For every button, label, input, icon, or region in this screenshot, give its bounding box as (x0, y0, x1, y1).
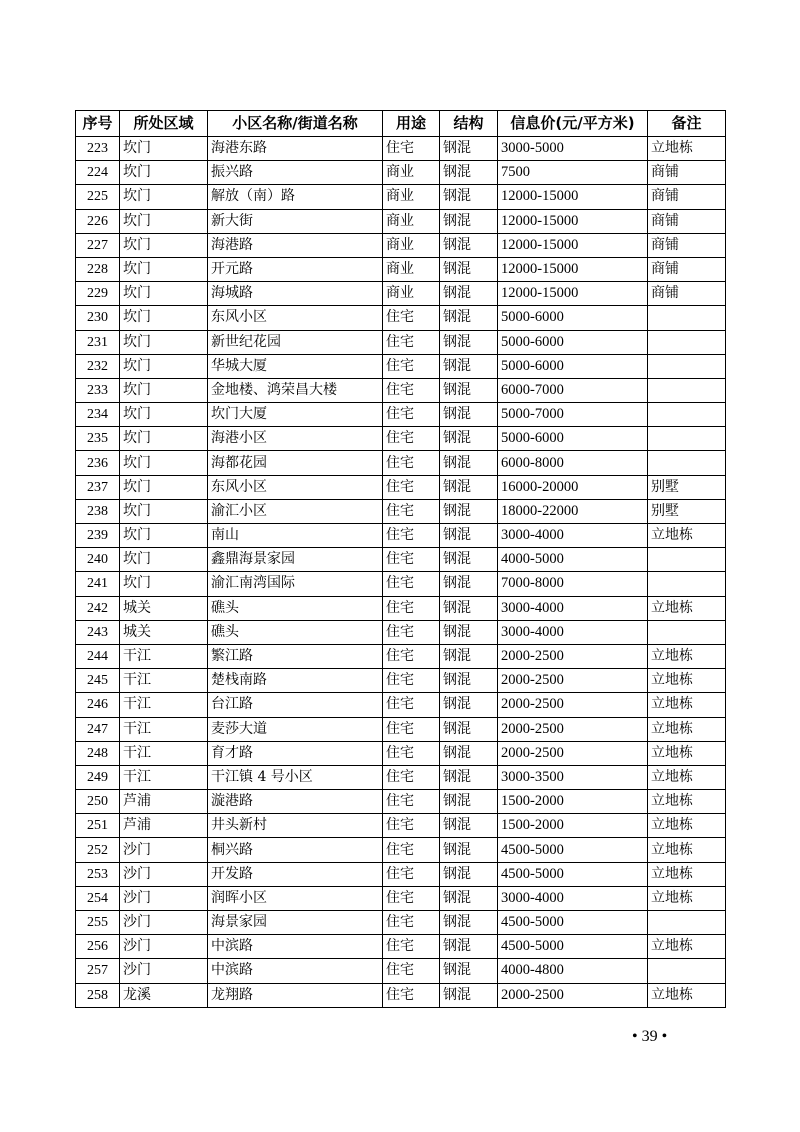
cell-use: 住宅 (383, 959, 440, 983)
table-row (76, 717, 726, 741)
table-row (76, 524, 726, 548)
cell-name: 华城大厦 (208, 354, 383, 378)
cell-price: 4500-5000 (498, 935, 648, 959)
cell-use: 商业 (383, 233, 440, 257)
cell-no: 227 (76, 233, 120, 257)
cell-structure: 钢混 (440, 524, 498, 548)
cell-price: 3000-3500 (498, 765, 648, 789)
cell-area: 沙门 (120, 959, 208, 983)
cell-structure: 钢混 (440, 572, 498, 596)
cell-note: 立地栋 (648, 596, 726, 620)
cell-price: 1500-2000 (498, 814, 648, 838)
cell-price: 6000-8000 (498, 451, 648, 475)
cell-note (648, 330, 726, 354)
cell-structure: 钢混 (440, 330, 498, 354)
cell-price: 12000-15000 (498, 185, 648, 209)
table-row (76, 475, 726, 499)
cell-structure: 钢混 (440, 838, 498, 862)
cell-name: 开发路 (208, 862, 383, 886)
cell-area: 城关 (120, 596, 208, 620)
cell-name: 东风小区 (208, 475, 383, 499)
cell-structure: 钢混 (440, 161, 498, 185)
cell-no: 250 (76, 790, 120, 814)
cell-structure: 钢混 (440, 620, 498, 644)
cell-note: 立地栋 (648, 790, 726, 814)
cell-structure: 钢混 (440, 282, 498, 306)
cell-no: 249 (76, 765, 120, 789)
cell-area: 坎门 (120, 137, 208, 161)
cell-area: 城关 (120, 620, 208, 644)
table-row (76, 814, 726, 838)
cell-price: 2000-2500 (498, 983, 648, 1007)
cell-use: 商业 (383, 185, 440, 209)
cell-use: 商业 (383, 209, 440, 233)
table-row (76, 838, 726, 862)
cell-use: 住宅 (383, 354, 440, 378)
cell-name: 龙翔路 (208, 983, 383, 1007)
cell-note (648, 354, 726, 378)
cell-no: 234 (76, 403, 120, 427)
cell-name: 繁江路 (208, 644, 383, 668)
cell-area: 芦浦 (120, 814, 208, 838)
table-row (76, 257, 726, 281)
cell-no: 252 (76, 838, 120, 862)
cell-use: 住宅 (383, 451, 440, 475)
cell-no: 226 (76, 209, 120, 233)
cell-note (648, 620, 726, 644)
table-row (76, 644, 726, 668)
table-row (76, 499, 726, 523)
cell-name: 新大街 (208, 209, 383, 233)
cell-no: 229 (76, 282, 120, 306)
table-row (76, 282, 726, 306)
header-price: 信息价(元/平方米) (498, 111, 648, 137)
cell-area: 坎门 (120, 257, 208, 281)
cell-no: 236 (76, 451, 120, 475)
cell-area: 沙门 (120, 911, 208, 935)
cell-no: 255 (76, 911, 120, 935)
cell-no: 242 (76, 596, 120, 620)
cell-use: 住宅 (383, 403, 440, 427)
cell-name: 中滨路 (208, 959, 383, 983)
cell-note: 立地栋 (648, 838, 726, 862)
cell-note: 商铺 (648, 257, 726, 281)
cell-price: 3000-4000 (498, 620, 648, 644)
cell-note (648, 378, 726, 402)
cell-no: 238 (76, 499, 120, 523)
cell-no: 247 (76, 717, 120, 741)
cell-price: 2000-2500 (498, 644, 648, 668)
cell-no: 225 (76, 185, 120, 209)
cell-name: 海城路 (208, 282, 383, 306)
table-row (76, 596, 726, 620)
cell-note: 立地栋 (648, 765, 726, 789)
cell-note: 立地栋 (648, 717, 726, 741)
table-row (76, 911, 726, 935)
cell-note (648, 427, 726, 451)
cell-price: 2000-2500 (498, 693, 648, 717)
cell-structure: 钢混 (440, 644, 498, 668)
cell-name: 坎门大厦 (208, 403, 383, 427)
cell-no: 223 (76, 137, 120, 161)
cell-price: 3000-4000 (498, 524, 648, 548)
cell-use: 住宅 (383, 741, 440, 765)
table-row (76, 959, 726, 983)
cell-name: 金地楼、鸿荣昌大楼 (208, 378, 383, 402)
cell-note: 立地栋 (648, 935, 726, 959)
cell-price: 5000-7000 (498, 403, 648, 427)
cell-use: 住宅 (383, 572, 440, 596)
cell-use: 住宅 (383, 983, 440, 1007)
table-row (76, 161, 726, 185)
cell-area: 干江 (120, 717, 208, 741)
cell-structure: 钢混 (440, 548, 498, 572)
cell-area: 坎门 (120, 524, 208, 548)
cell-structure: 钢混 (440, 499, 498, 523)
cell-use: 住宅 (383, 596, 440, 620)
cell-use: 住宅 (383, 669, 440, 693)
table-row (76, 403, 726, 427)
cell-use: 住宅 (383, 838, 440, 862)
cell-price: 6000-7000 (498, 378, 648, 402)
cell-use: 住宅 (383, 524, 440, 548)
housing-price-table (75, 110, 726, 1008)
cell-name: 振兴路 (208, 161, 383, 185)
table-row (76, 548, 726, 572)
cell-structure: 钢混 (440, 137, 498, 161)
cell-structure: 钢混 (440, 427, 498, 451)
cell-area: 沙门 (120, 838, 208, 862)
cell-area: 沙门 (120, 862, 208, 886)
table-row (76, 209, 726, 233)
cell-price: 2000-2500 (498, 669, 648, 693)
cell-name: 楚栈南路 (208, 669, 383, 693)
cell-area: 坎门 (120, 403, 208, 427)
cell-note: 立地栋 (648, 693, 726, 717)
cell-structure: 钢混 (440, 717, 498, 741)
cell-name: 海港路 (208, 233, 383, 257)
cell-note: 别墅 (648, 475, 726, 499)
cell-price: 3000-4000 (498, 596, 648, 620)
cell-area: 干江 (120, 644, 208, 668)
cell-structure: 钢混 (440, 741, 498, 765)
cell-area: 干江 (120, 741, 208, 765)
cell-price: 5000-6000 (498, 354, 648, 378)
cell-area: 坎门 (120, 427, 208, 451)
cell-area: 坎门 (120, 572, 208, 596)
page-number: • 39 • (632, 1028, 668, 1045)
cell-area: 龙溪 (120, 983, 208, 1007)
cell-structure: 钢混 (440, 911, 498, 935)
table-row (76, 306, 726, 330)
header-area: 所处区域 (120, 111, 208, 137)
cell-price: 12000-15000 (498, 282, 648, 306)
cell-use: 住宅 (383, 862, 440, 886)
cell-note: 立地栋 (648, 886, 726, 910)
cell-structure: 钢混 (440, 765, 498, 789)
cell-no: 232 (76, 354, 120, 378)
cell-price: 18000-22000 (498, 499, 648, 523)
cell-note: 立地栋 (648, 862, 726, 886)
cell-name: 育才路 (208, 741, 383, 765)
cell-price: 5000-6000 (498, 427, 648, 451)
cell-structure: 钢混 (440, 814, 498, 838)
cell-structure: 钢混 (440, 475, 498, 499)
cell-area: 坎门 (120, 282, 208, 306)
cell-structure: 钢混 (440, 935, 498, 959)
table-row (76, 741, 726, 765)
cell-note (648, 911, 726, 935)
table-body (76, 137, 726, 1008)
cell-name: 新世纪花园 (208, 330, 383, 354)
cell-note: 立地栋 (648, 983, 726, 1007)
cell-area: 坎门 (120, 475, 208, 499)
cell-use: 住宅 (383, 814, 440, 838)
cell-name: 鑫鼎海景家园 (208, 548, 383, 572)
cell-note: 立地栋 (648, 814, 726, 838)
cell-no: 228 (76, 257, 120, 281)
cell-no: 257 (76, 959, 120, 983)
table-row (76, 935, 726, 959)
cell-use: 住宅 (383, 935, 440, 959)
cell-name: 南山 (208, 524, 383, 548)
cell-name: 海都花园 (208, 451, 383, 475)
cell-structure: 钢混 (440, 209, 498, 233)
cell-area: 干江 (120, 765, 208, 789)
cell-structure: 钢混 (440, 959, 498, 983)
table-row (76, 451, 726, 475)
cell-name: 解放（南）路 (208, 185, 383, 209)
cell-area: 坎门 (120, 548, 208, 572)
cell-use: 住宅 (383, 378, 440, 402)
header-no: 序号 (76, 111, 120, 137)
cell-name: 渝汇南湾国际 (208, 572, 383, 596)
cell-price: 12000-15000 (498, 257, 648, 281)
cell-area: 坎门 (120, 306, 208, 330)
cell-area: 坎门 (120, 499, 208, 523)
cell-price: 7500 (498, 161, 648, 185)
cell-use: 住宅 (383, 693, 440, 717)
cell-price: 7000-8000 (498, 572, 648, 596)
cell-use: 住宅 (383, 548, 440, 572)
cell-name: 海港小区 (208, 427, 383, 451)
cell-note: 立地栋 (648, 644, 726, 668)
cell-use: 住宅 (383, 427, 440, 451)
cell-name: 漩港路 (208, 790, 383, 814)
table-row (76, 790, 726, 814)
cell-use: 住宅 (383, 306, 440, 330)
cell-area: 坎门 (120, 161, 208, 185)
cell-price: 3000-4000 (498, 886, 648, 910)
table-row (76, 137, 726, 161)
cell-no: 237 (76, 475, 120, 499)
cell-area: 坎门 (120, 185, 208, 209)
cell-note: 商铺 (648, 209, 726, 233)
header-structure: 结构 (440, 111, 498, 137)
cell-note: 商铺 (648, 233, 726, 257)
cell-note (648, 451, 726, 475)
cell-use: 住宅 (383, 620, 440, 644)
cell-no: 254 (76, 886, 120, 910)
header-name: 小区名称/街道名称 (208, 111, 383, 137)
cell-no: 230 (76, 306, 120, 330)
cell-no: 231 (76, 330, 120, 354)
cell-use: 商业 (383, 282, 440, 306)
cell-price: 3000-5000 (498, 137, 648, 161)
cell-name: 海港东路 (208, 137, 383, 161)
cell-use: 住宅 (383, 330, 440, 354)
cell-area: 坎门 (120, 451, 208, 475)
cell-price: 1500-2000 (498, 790, 648, 814)
cell-price: 4500-5000 (498, 911, 648, 935)
cell-area: 沙门 (120, 935, 208, 959)
header-note: 备注 (648, 111, 726, 137)
cell-area: 芦浦 (120, 790, 208, 814)
cell-area: 坎门 (120, 330, 208, 354)
cell-name: 干江镇 4 号小区 (208, 765, 383, 789)
cell-structure: 钢混 (440, 596, 498, 620)
cell-name: 中滨路 (208, 935, 383, 959)
cell-price: 4500-5000 (498, 838, 648, 862)
cell-no: 243 (76, 620, 120, 644)
cell-price: 5000-6000 (498, 306, 648, 330)
cell-use: 住宅 (383, 717, 440, 741)
table-row (76, 669, 726, 693)
table-row (76, 693, 726, 717)
cell-price: 2000-2500 (498, 717, 648, 741)
cell-price: 4000-4800 (498, 959, 648, 983)
cell-note: 商铺 (648, 282, 726, 306)
cell-note (648, 959, 726, 983)
cell-price: 4000-5000 (498, 548, 648, 572)
cell-price: 12000-15000 (498, 233, 648, 257)
cell-name: 桐兴路 (208, 838, 383, 862)
table-row (76, 572, 726, 596)
cell-price: 4500-5000 (498, 862, 648, 886)
cell-use: 住宅 (383, 137, 440, 161)
cell-name: 井头新村 (208, 814, 383, 838)
cell-structure: 钢混 (440, 886, 498, 910)
cell-note: 别墅 (648, 499, 726, 523)
cell-no: 239 (76, 524, 120, 548)
cell-name: 东风小区 (208, 306, 383, 330)
cell-structure: 钢混 (440, 451, 498, 475)
cell-area: 坎门 (120, 209, 208, 233)
cell-use: 住宅 (383, 911, 440, 935)
cell-note: 商铺 (648, 185, 726, 209)
cell-name: 礁头 (208, 620, 383, 644)
table-row (76, 620, 726, 644)
table-row (76, 862, 726, 886)
cell-structure: 钢混 (440, 790, 498, 814)
cell-use: 商业 (383, 161, 440, 185)
cell-structure: 钢混 (440, 233, 498, 257)
cell-structure: 钢混 (440, 983, 498, 1007)
cell-structure: 钢混 (440, 669, 498, 693)
table-row (76, 354, 726, 378)
cell-structure: 钢混 (440, 185, 498, 209)
cell-structure: 钢混 (440, 306, 498, 330)
cell-no: 245 (76, 669, 120, 693)
cell-name: 开元路 (208, 257, 383, 281)
cell-no: 241 (76, 572, 120, 596)
cell-note (648, 572, 726, 596)
cell-use: 住宅 (383, 765, 440, 789)
cell-name: 麦莎大道 (208, 717, 383, 741)
cell-area: 坎门 (120, 378, 208, 402)
cell-price: 2000-2500 (498, 741, 648, 765)
cell-note (648, 306, 726, 330)
cell-note (648, 403, 726, 427)
cell-price: 12000-15000 (498, 209, 648, 233)
cell-use: 商业 (383, 257, 440, 281)
cell-no: 253 (76, 862, 120, 886)
cell-price: 16000-20000 (498, 475, 648, 499)
table-row (76, 886, 726, 910)
cell-name: 台江路 (208, 693, 383, 717)
cell-note: 立地栋 (648, 741, 726, 765)
cell-note (648, 548, 726, 572)
cell-no: 258 (76, 983, 120, 1007)
cell-area: 坎门 (120, 233, 208, 257)
cell-name: 礁头 (208, 596, 383, 620)
cell-area: 坎门 (120, 354, 208, 378)
cell-structure: 钢混 (440, 693, 498, 717)
cell-no: 248 (76, 741, 120, 765)
cell-structure: 钢混 (440, 378, 498, 402)
cell-use: 住宅 (383, 644, 440, 668)
cell-price: 5000-6000 (498, 330, 648, 354)
table-row (76, 185, 726, 209)
cell-name: 渝汇小区 (208, 499, 383, 523)
cell-use: 住宅 (383, 790, 440, 814)
cell-note: 立地栋 (648, 524, 726, 548)
cell-structure: 钢混 (440, 257, 498, 281)
cell-use: 住宅 (383, 475, 440, 499)
cell-note: 立地栋 (648, 137, 726, 161)
table-header-row (76, 111, 726, 137)
cell-name: 海景家园 (208, 911, 383, 935)
cell-structure: 钢混 (440, 354, 498, 378)
cell-use: 住宅 (383, 499, 440, 523)
header-use: 用途 (383, 111, 440, 137)
cell-note: 立地栋 (648, 669, 726, 693)
cell-area: 干江 (120, 693, 208, 717)
table-row (76, 765, 726, 789)
cell-no: 246 (76, 693, 120, 717)
table-row (76, 983, 726, 1007)
cell-no: 244 (76, 644, 120, 668)
cell-structure: 钢混 (440, 862, 498, 886)
table-row (76, 378, 726, 402)
cell-area: 沙门 (120, 886, 208, 910)
cell-structure: 钢混 (440, 403, 498, 427)
cell-no: 233 (76, 378, 120, 402)
cell-no: 256 (76, 935, 120, 959)
cell-area: 干江 (120, 669, 208, 693)
cell-no: 240 (76, 548, 120, 572)
cell-no: 224 (76, 161, 120, 185)
cell-note: 商铺 (648, 161, 726, 185)
table-row (76, 427, 726, 451)
cell-no: 251 (76, 814, 120, 838)
table-row (76, 330, 726, 354)
cell-no: 235 (76, 427, 120, 451)
cell-use: 住宅 (383, 886, 440, 910)
cell-name: 润晖小区 (208, 886, 383, 910)
table-row (76, 233, 726, 257)
